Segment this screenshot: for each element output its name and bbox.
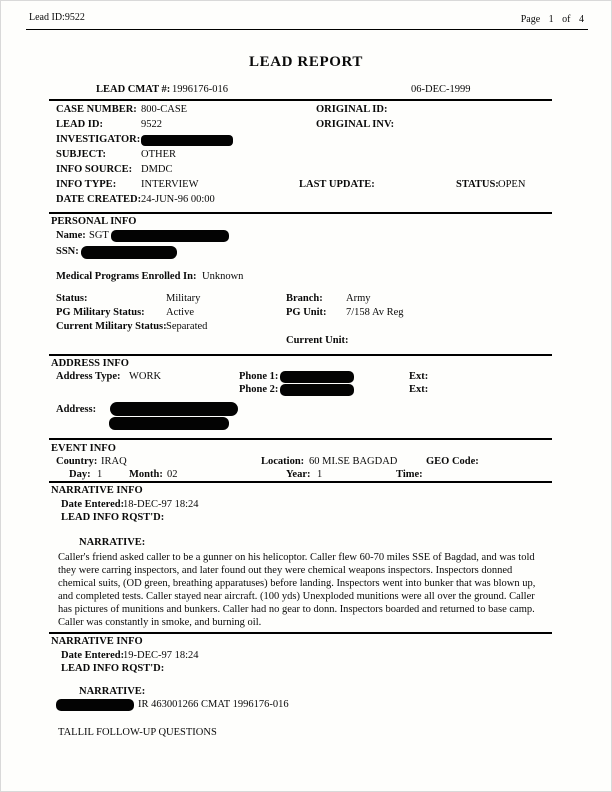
pg-status-unit-row — [1, 307, 611, 321]
date-entered-label-2: Date Entered: — [61, 650, 125, 661]
lead-info-rqstd-label: LEAD INFO RQST'D: — [61, 512, 165, 523]
divider-narrative-1 — [49, 481, 552, 483]
subject-value: OTHER — [141, 149, 176, 160]
info-type-label: INFO TYPE: — [56, 179, 117, 190]
redaction-box — [280, 371, 354, 383]
ir-line: IR 463001266 CMAT 1996176-016 — [138, 699, 289, 710]
narrative2-lead-info-row — [1, 663, 611, 676]
ext1-label: Ext: — [409, 371, 429, 382]
investigator-label: INVESTIGATOR: — [56, 134, 141, 145]
divider-personal — [49, 212, 552, 214]
personal-section-title-row — [1, 216, 611, 230]
current-military-status-value: Separated — [166, 321, 208, 332]
ssn-row — [1, 246, 611, 263]
date-created-row — [1, 194, 611, 209]
event-section-title: EVENT INFO — [51, 443, 116, 454]
geo-code-label: GEO Code: — [426, 456, 479, 467]
pg-unit-value: 7/158 Av Reg — [346, 307, 404, 318]
address-label: Address: — [56, 404, 97, 415]
narrative1-date-row — [1, 499, 611, 512]
divider-case-top — [49, 99, 552, 101]
time-label: Time: — [396, 469, 423, 480]
year-value: 1 — [317, 469, 323, 480]
medical-row — [1, 271, 611, 286]
lead-info-rqstd-label-2: LEAD INFO RQST'D: — [61, 663, 165, 674]
narrative2-label-row — [1, 686, 611, 699]
medical-value: Unknown — [202, 271, 244, 282]
address-row — [1, 402, 611, 438]
pg-unit-label: PG Unit: — [286, 307, 327, 318]
case-number-row — [1, 104, 611, 119]
cmat-row — [1, 84, 611, 99]
case-number-label: CASE NUMBER: — [56, 104, 137, 115]
phone1-label: Phone 1: — [239, 371, 279, 382]
original-id-label: ORIGINAL ID: — [316, 104, 388, 115]
lead-id-value: 9522 — [141, 119, 162, 130]
report-date: 06-DEC-1999 — [411, 84, 471, 95]
address-type-phone1-row — [1, 371, 611, 384]
info-source-value: DMDC — [141, 164, 173, 175]
address-type-value: WORK — [129, 371, 162, 382]
date-created-value: 24-JUN-96 00:00 — [141, 194, 215, 205]
pg-military-status-value: Active — [166, 307, 194, 318]
narrative1-section-title-row — [1, 485, 611, 499]
info-type-row — [1, 179, 611, 194]
date-entered-label: Date Entered: — [61, 499, 125, 510]
cmat-value: 1996176-016 — [172, 84, 228, 95]
phone2-row — [1, 384, 611, 398]
info-source-row — [1, 164, 611, 179]
divider-address — [49, 354, 552, 356]
subject-label: SUBJECT: — [56, 149, 106, 160]
day-month-year-row — [1, 469, 611, 481]
narrative1-section-title: NARRATIVE INFO — [51, 485, 143, 496]
lead-id-label: LEAD ID: — [56, 119, 103, 130]
pg-military-status-label: PG Military Status: — [56, 307, 145, 318]
date-created-label: DATE CREATED: — [56, 194, 142, 205]
divider-event — [49, 438, 552, 440]
divider-narrative-2 — [49, 632, 552, 634]
event-section-title-row — [1, 443, 611, 456]
date-entered-value-2: 19-DEC-97 18:24 — [123, 650, 199, 661]
investigator-row — [1, 134, 611, 149]
ir-row — [1, 699, 611, 713]
header-lead-id: Lead ID:9522 — [29, 12, 85, 23]
redaction-box — [81, 246, 177, 259]
mil-status-value: Military — [166, 293, 201, 304]
address-section-title: ADDRESS INFO — [51, 358, 129, 369]
header-page-number: Page 1 of 4 — [520, 14, 584, 25]
cmat-label: LEAD CMAT #: — [96, 84, 171, 95]
ext2-label: Ext: — [409, 384, 429, 395]
year-label: Year: — [286, 469, 311, 480]
narrative1-text: Caller's friend asked caller to be a gunner on his helicoptor. Caller flew 60-70 miles SSE of Bagdad, and was told they were carring inspectors, and later found out they were chemical weapons inspectors. Inspectors donned chemical suits, (OD green, breathing apparatuses) before landing. Inspectors went into bunker that was blown up, and completed tests. Caller stayed near aircraft. (100 yds) Unexploded munitions were all over the ground. Caller has pictures of munitions and bunkers. Caller had no gear to donn. Inspectors boarded and returned to base camp. Caller was constantly in smoke, and burning oil. — [58, 552, 536, 628]
mil-status-label: Status: — [56, 293, 88, 304]
redaction-box — [141, 135, 233, 146]
last-update-label: LAST UPDATE: — [299, 179, 375, 190]
day-label: Day: — [69, 469, 91, 480]
followup-text: TALLIL FOLLOW-UP QUESTIONS — [58, 727, 217, 738]
ssn-label: SSN: — [56, 246, 79, 257]
subject-row — [1, 149, 611, 164]
name-prefix: SGT — [89, 230, 109, 241]
original-inv-label: ORIGINAL INV: — [316, 119, 395, 130]
doc-title: LEAD REPORT — [248, 54, 363, 70]
current-unit-label: Current Unit: — [286, 335, 349, 346]
country-value: IRAQ — [101, 456, 127, 467]
info-type-value: INTERVIEW — [141, 179, 199, 190]
personal-section-title: PERSONAL INFO — [51, 216, 137, 227]
location-value: 60 MI.SE BAGDAD — [309, 456, 398, 467]
address-section-title-row — [1, 358, 611, 371]
month-value: 02 — [167, 469, 178, 480]
page-header — [1, 12, 611, 25]
current-military-status-label: Current Military Status: — [56, 321, 167, 332]
current-unit-row — [1, 335, 611, 349]
status-label: STATUS: — [456, 179, 499, 190]
narrative2-section-title-row — [1, 636, 611, 650]
current-military-status-row — [1, 321, 611, 335]
redaction-box — [109, 417, 229, 430]
branch-value: Army — [346, 293, 371, 304]
lead-id-row — [1, 119, 611, 134]
redaction-box — [56, 699, 134, 711]
redaction-box — [111, 230, 229, 242]
month-label: Month: — [129, 469, 163, 480]
redaction-box — [280, 384, 354, 396]
narrative1-lead-info-row — [1, 512, 611, 525]
status-branch-row — [1, 293, 611, 307]
date-entered-value: 18-DEC-97 18:24 — [123, 499, 199, 510]
name-label: Name: — [56, 230, 86, 241]
location-label: Location: — [261, 456, 305, 467]
narrative1-label-row — [1, 537, 611, 550]
redaction-box — [110, 402, 238, 416]
narrative2-date-row — [1, 650, 611, 663]
medical-label: Medical Programs Enrolled In: — [56, 271, 197, 282]
narrative-label: NARRATIVE: — [79, 537, 146, 548]
status-value: OPEN — [498, 179, 526, 190]
narrative2-section-title: NARRATIVE INFO — [51, 636, 143, 647]
case-number-value: 800-CASE — [141, 104, 188, 115]
name-row — [1, 230, 611, 246]
header-rule — [26, 29, 588, 30]
branch-label: Branch: — [286, 293, 323, 304]
followup-row — [1, 727, 611, 740]
address-type-label: Address Type: — [56, 371, 121, 382]
info-source-label: INFO SOURCE: — [56, 164, 133, 175]
country-location-row — [1, 456, 611, 469]
country-label: Country: — [56, 456, 98, 467]
narrative-label-2: NARRATIVE: — [79, 686, 146, 697]
day-value: 1 — [97, 469, 103, 480]
phone2-label: Phone 2: — [239, 384, 279, 395]
